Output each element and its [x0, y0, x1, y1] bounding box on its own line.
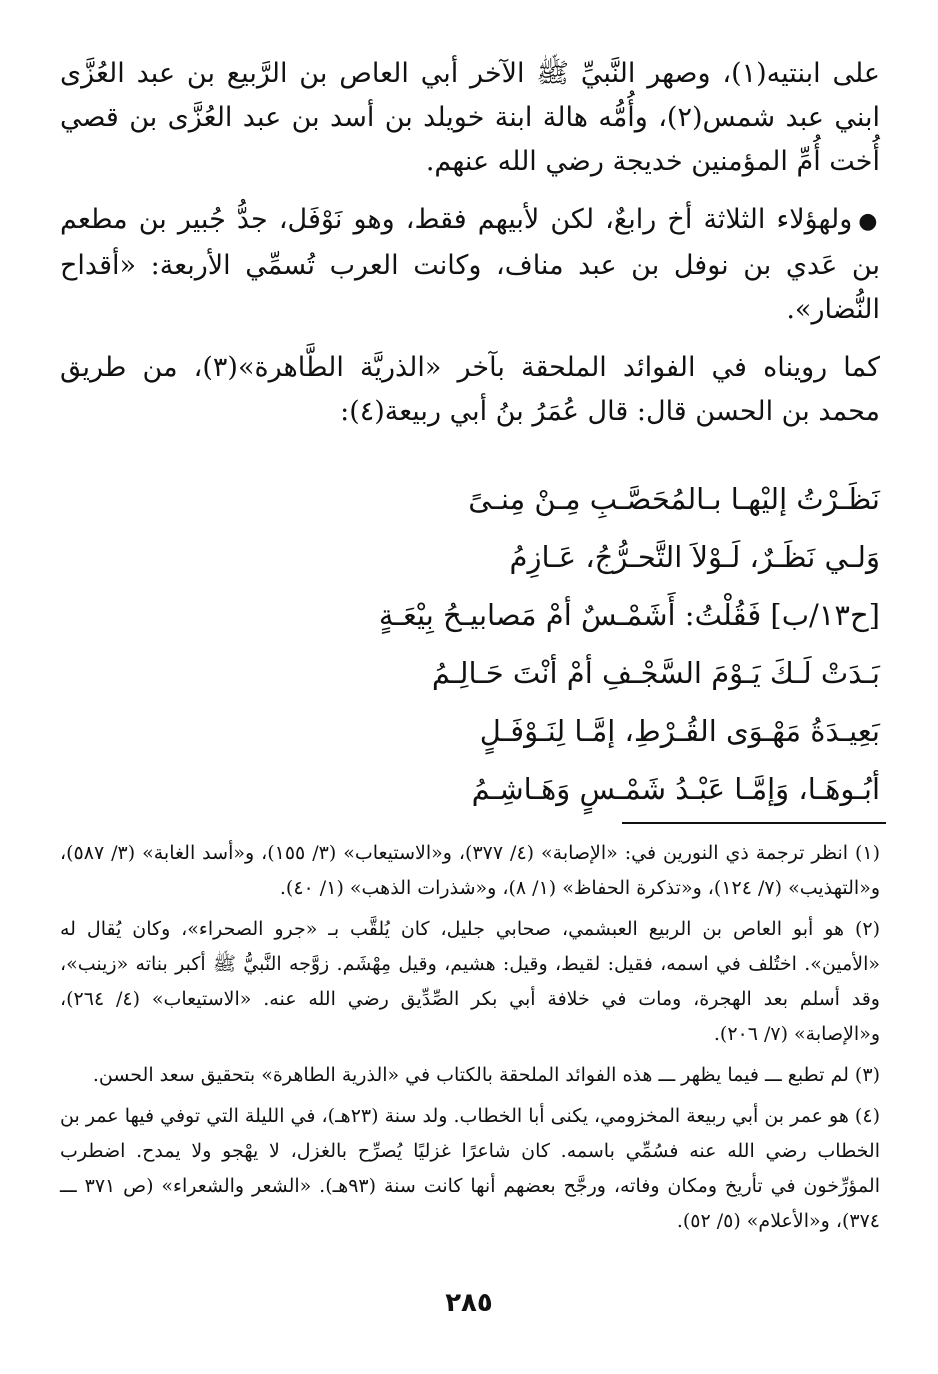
footnote-1: (١) انظر ترجمة ذي النورين في: «الإصابة» (٤/ ٣٧٧)، و«الاستيعاب» (٣/ ١٥٥)، و«أسد الغابة» (٣/ ٥٨٧)، و«التهذيب» (٧/ ١٢٤)، و«تذكرة الحفاظ» (١/ ٨)، و«شذرات الذهب» (١/ ٤٠).	[60, 842, 881, 899]
footnote-2: (٢) هو أبو العاص بن الربيع العبشمي، صحابي جليل، كان يُلقَّب بـ «جرو الصحراء»، وكان يُقال له «الأمين». اختُلف في اسمه، فقيل: لقيط، وقيل: هشيم، وقيل مِهْشَم. زوَّجه النَّبيُّ ﷺ أكبر بناته «زينب»، وقد أسلم بعد الهجرة، ومات في خلافة أبي بكر الصِّدِّيق رضي الله عنه. «الاستيعاب» (٤/ ٢٦٤)، و«الإصابة» (٧/ ٢٠٦).	[60, 918, 880, 1045]
verse-line-6: أبُـوهَـا، وَإمَّـا عَبْـدُ شَمْـسٍ وَهَـاشِـمُ	[471, 772, 880, 806]
verse-line-2: وَلـي نَظَـرٌ، لَـوْلاَ التَّحـرُّجُ، عَـازِمُ	[509, 540, 880, 574]
footnote-4: (٤) هو عمر بن أبي ربيعة المخزومي، يكنى أبا الخطاب. ولد سنة (٢٣هـ)، في الليلة التي توفي فيها عمر بن الخطاب رضي الله عنه فسُمِّي باسمه. كان شاعرًا غزليًا يُصرِّح بالغزل، لا يهْجو ولا يمدح. اضطرب المؤرِّخون في تأريخ ومكان وفاته، ورجَّح بعضهم أنها كانت سنة (٩٣هـ). «الشعر والشعراء» (ص ٣٧١ ـــ ٣٧٤)، و«الأعلام» (٥/ ٥٢).	[60, 1105, 880, 1232]
verse-line-4: بَـدَتْ لَـكَ يَـوْمَ السَّجْـفِ أمْ أنْتَ حَـالِـمُ	[431, 656, 880, 690]
footnote-separator	[622, 822, 886, 824]
paragraph-1: على ابنتيه(١)، وصهر النَّبيِّ ﷺ الآخر أبي العاص بن الرَّبيع بن عبد العُزَّى ابني عبد شمس(٢)، وأُمُّه هالة ابنة خويلد بن أسد بن عبد العُزَّى بن قصي أُخت أُمِّ المؤمنين خديجة رضي الله عنهم.	[60, 58, 881, 177]
paragraph-2-text: ولهؤلاء الثلاثة أخ رابعٌ، لكن لأبيهم فقط، وهو نَوْفَل، جدُّ جُبير بن مطعم بن عَدي بن نوفل بن عبد مناف، وكانت العرب تُسمِّي الأربعة: «أقداح النُّضار».	[60, 204, 880, 325]
verse-line-3: [ح١٣/ب] فَقُلْتُ: أَشَمْـسٌ أمْ مَصابيـحُ بِيْعَـةٍ	[378, 598, 880, 632]
poem	[60, 470, 880, 818]
verse-line-1: نَظَـرْتُ إليْهـا بـالمُحَصَّـبِ مِـنْ مِنـىً	[468, 482, 880, 516]
paragraph-3: كما رويناه في الفوائد الملحقة بآخر «الذريَّة الطَّاهرة»(٣)، من طريق محمد بن الحسن قال: قال عُمَرُ بنُ أبي ربيعة(٤):	[60, 352, 880, 427]
bullet-icon: ●	[858, 209, 880, 234]
page-number: ٢٨٥	[445, 1288, 493, 1318]
footnotes	[60, 836, 880, 1245]
verse-line-5: بَعِيـدَةُ مَهْـوَى القُـرْطِ، إمَّـا لِنَـوْفَـلٍ	[479, 714, 880, 748]
footnote-3: (٣) لم تطبع ـــ فيما يظهر ـــ هذه الفوائد الملحقة بالكتاب في «الذرية الطاهرة» بتحقيق سعد الحسن.	[92, 1064, 880, 1086]
paragraph-2	[60, 198, 880, 332]
main-text	[60, 52, 880, 448]
